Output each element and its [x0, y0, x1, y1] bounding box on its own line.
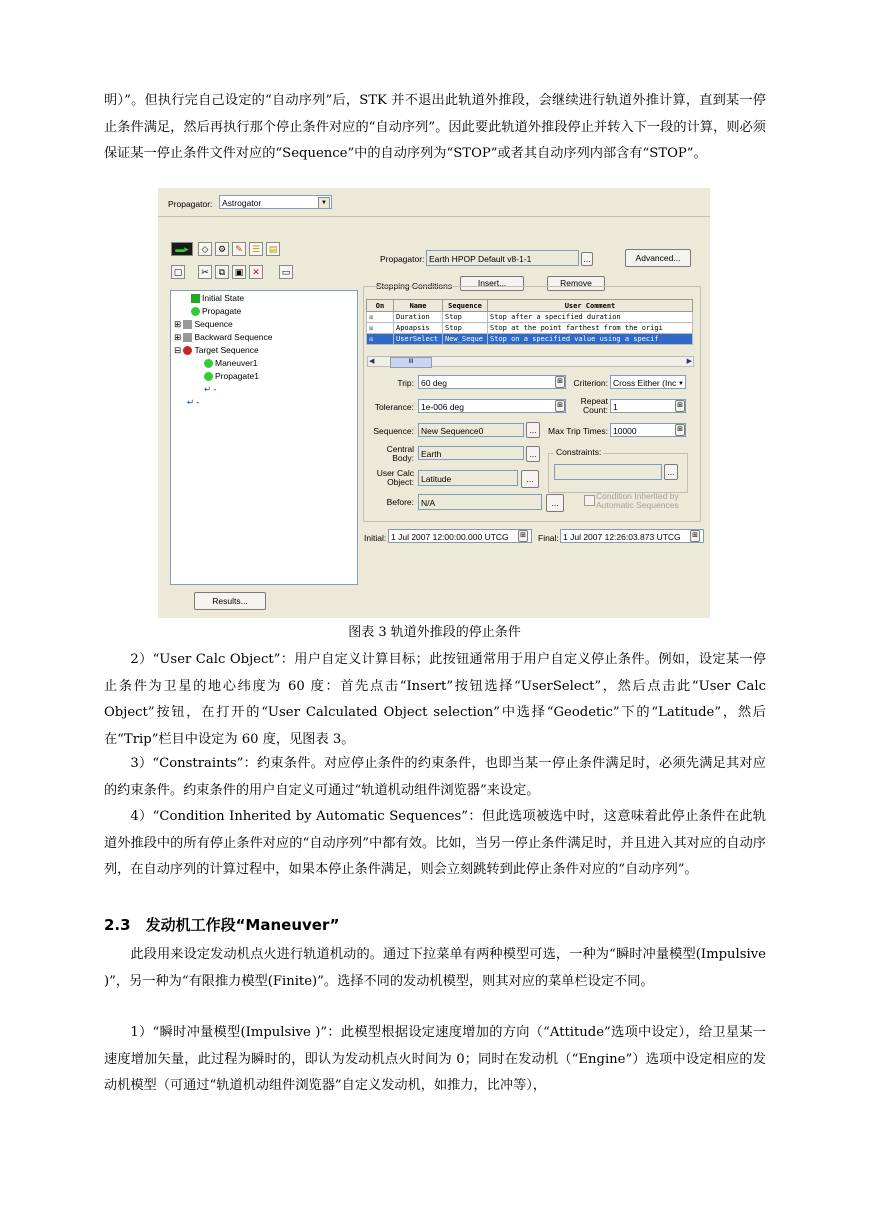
gear-icon[interactable]: ⚙: [215, 242, 229, 256]
before-label: Before:: [386, 497, 414, 507]
paragraph-user-calc: 2）“User Calc Object”：用户自定义计算目标；此按钮通常用于用户自定义停止条件。例如，设定某一停止条件为卫星的地心纬度为 60 度：首先点击“Insert”按钮选择“UserSelect”，然后点击此“User Calc Object”按钮，在打开的“User Calculated Object selection”中选择“Geodetic”下的“Latitude”，然后在“Trip”栏目中设定为 60 度，见图表 3。: [104, 652, 766, 747]
row-checkbox[interactable]: ☒: [367, 312, 394, 323]
new-icon[interactable]: ▢: [171, 265, 185, 279]
propagator-select-value: Astrogator: [222, 198, 262, 208]
segment-propagator-browse-button[interactable]: ...: [581, 252, 593, 266]
row-checkbox[interactable]: ☒: [367, 334, 394, 345]
tolerance-input[interactable]: 1e-006 deg: [418, 399, 566, 413]
sequence-icon: [183, 320, 192, 329]
spinner-icon[interactable]: ⊞: [675, 400, 685, 412]
paragraph-inherited: 4）“Condition Inherited by Automatic Sequences”：但此选项被选中时，这意味着此停止条件在此轨道外推段中的所有停止条件对应的“自动序列”中都有效。比如，当另一停止条件满足时，并且进入其对应的自动序列，在自动序列的计算过程中，如果本停止条件满足，则会立刻跳转到此停止条件对应的“自动序列”。: [104, 809, 766, 877]
scroll-left-icon[interactable]: ◀: [369, 358, 375, 365]
initial-epoch-field[interactable]: 1 Jul 2007 12:00:00.000 UTCG: [388, 529, 532, 543]
stopping-conditions-dialog: [158, 188, 710, 618]
horizontal-scrollbar[interactable]: [367, 356, 694, 367]
final-label: Final:: [538, 533, 559, 543]
cut-icon[interactable]: ✂: [198, 265, 212, 279]
table-row[interactable]: [367, 312, 693, 323]
epoch-picker-icon[interactable]: ⊞: [518, 530, 528, 542]
tree-item[interactable]: ⊞ Backward Sequence: [174, 332, 273, 342]
spinner-icon[interactable]: ⊞: [675, 424, 685, 436]
row-comment: Stop at the point farthest from the origi: [488, 323, 693, 334]
row-comment: Stop after a specified duration: [488, 312, 693, 323]
criterion-select-value: Cross Either (Inc: [613, 378, 677, 388]
initial-label: Initial:: [364, 533, 387, 543]
tree-item[interactable]: ⊞ Sequence: [174, 319, 233, 329]
tree-item[interactable]: ↵ -: [204, 384, 217, 394]
central-body-browse-button[interactable]: ...: [526, 446, 540, 462]
units-icon[interactable]: ⊞: [555, 400, 565, 412]
database-icon[interactable]: ▤: [266, 242, 280, 256]
section-heading: 2.3 发动机工作段“Maneuver”: [104, 916, 340, 934]
mission-tree[interactable]: [170, 290, 358, 585]
sequence-field[interactable]: New Sequence0: [418, 423, 524, 437]
scroll-right-icon[interactable]: ▶: [686, 358, 692, 365]
paragraph-maneuver: 此段用来设定发动机点火进行轨道机动的。通过下拉菜单有两种模型可选，一种为“瞬时冲量模型(Impulsive )”，另一种为“有限推力模型(Finite)”。选择不同的发动机模型，则其对应的菜单栏设定不同。: [104, 947, 766, 989]
max-trip-input[interactable]: 10000: [610, 423, 686, 437]
col-user-comment: User Comment: [488, 300, 693, 312]
propagate-icon: [204, 372, 213, 381]
copy-icon[interactable]: ⧉: [215, 265, 229, 279]
list-icon[interactable]: ☰: [249, 242, 263, 256]
sequence-icon: [183, 333, 192, 342]
tree-item[interactable]: ↵ -: [187, 397, 200, 407]
tree-item[interactable]: Initial State: [191, 293, 244, 303]
user-calc-label: User Calc Object:: [376, 468, 414, 487]
trip-label: Trip:: [397, 378, 414, 388]
chevron-down-icon[interactable]: ▼: [678, 381, 684, 387]
edit-icon[interactable]: ✎: [232, 242, 246, 256]
stopping-conditions-label: Stopping Conditions: [376, 281, 453, 291]
diamond-icon[interactable]: ◇: [198, 242, 212, 256]
paste-icon[interactable]: ▣: [232, 265, 246, 279]
tolerance-label: Tolerance:: [374, 402, 414, 412]
units-icon[interactable]: ⊞: [555, 376, 565, 388]
stopping-conditions-table[interactable]: [366, 299, 693, 345]
table-row-selected[interactable]: [367, 334, 693, 345]
before-browse-button[interactable]: ...: [546, 494, 564, 512]
user-calc-object-button[interactable]: ...: [521, 470, 539, 488]
col-sequence: Sequence: [443, 300, 488, 312]
row-name: Duration: [394, 312, 443, 323]
col-name: Name: [394, 300, 443, 312]
insert-button[interactable]: Insert...: [460, 276, 524, 291]
propagate-icon: [191, 307, 200, 316]
repeat-count-input[interactable]: 1: [610, 399, 686, 413]
criterion-select[interactable]: [610, 375, 686, 389]
insert-segment-icon[interactable]: ▬▸: [171, 242, 193, 256]
flag-icon: [191, 294, 200, 303]
final-epoch-field[interactable]: 1 Jul 2007 12:26:03.873 UTCG: [560, 529, 704, 543]
criterion-label: Criterion:: [573, 378, 608, 388]
constraints-label: Constraints:: [556, 447, 602, 457]
row-sequence: Stop: [443, 312, 488, 323]
central-body-label: Central Body:: [386, 444, 414, 463]
central-body-field[interactable]: Earth: [418, 446, 524, 460]
target-icon: [183, 346, 192, 355]
trip-input[interactable]: 60 deg: [418, 375, 566, 389]
epoch-picker-icon[interactable]: ⊞: [690, 530, 700, 542]
maneuver-icon: [204, 359, 213, 368]
run-icon[interactable]: ▭: [279, 265, 293, 279]
chevron-down-icon[interactable]: ▼: [318, 197, 330, 209]
propagator-select[interactable]: [219, 195, 332, 209]
segment-propagator-field[interactable]: Earth HPOP Default v8-1-1: [426, 250, 579, 266]
advanced-button[interactable]: Advanced...: [625, 249, 691, 267]
constraints-field[interactable]: [554, 464, 662, 480]
remove-button[interactable]: Remove: [547, 276, 605, 291]
user-calc-field[interactable]: Latitude: [418, 470, 518, 486]
inherit-label: Condition Inherited by Automatic Sequences: [596, 491, 679, 510]
table-row[interactable]: [367, 323, 693, 334]
repeat-count-label: Repeat Count:: [580, 396, 608, 415]
tree-item[interactable]: ⊟ Target Sequence: [174, 345, 259, 355]
results-button[interactable]: Results...: [194, 592, 266, 610]
row-name: Apoapsis: [394, 323, 443, 334]
tree-item[interactable]: Propagate: [191, 306, 241, 316]
before-field[interactable]: N/A: [418, 494, 542, 510]
max-trip-label: Max Trip Times:: [548, 426, 608, 436]
segment-propagator-label: Propagator:: [380, 254, 425, 264]
return-arrow-icon: ↵: [187, 397, 195, 407]
row-checkbox[interactable]: ☒: [367, 323, 394, 334]
sequence-browse-button[interactable]: ...: [526, 422, 540, 438]
tree-item[interactable]: Propagate1: [204, 371, 259, 381]
sequence-label: Sequence:: [373, 426, 414, 436]
paragraph-constraints: 3）“Constraints”：约束条件。对应停止条件的约束条件，也即当某一停止条件满足时，必须先满足其对应的约束条件。约束条件的用户自定义可通过“轨道机动组件浏览器”来设定。: [104, 756, 766, 798]
paragraph-intro: 明）”。但执行完自己设定的“自动序列”后，STK 并不退出此轨道外推段，会继续进行轨道外推计算，直到某一停止条件满足，然后再执行那个停止条件对应的“自动序列”。因此要此轨道外推段停止并转入下一段的计算，则必须保证某一停止条件文件对应的“Sequence”中的自动序列为“STOP”或者其自动序列内部含有“STOP”。: [104, 93, 766, 161]
propagator-label: Propagator:: [168, 199, 213, 209]
delete-icon[interactable]: ✕: [249, 265, 263, 279]
return-arrow-icon: ↵: [204, 384, 212, 394]
row-comment: Stop on a specified value using a specif: [488, 334, 693, 345]
row-sequence: Stop: [443, 323, 488, 334]
paragraph-impulsive: 1）“瞬时冲量模型(Impulsive )”：此模型根据设定速度增加的方向（“Attitude”选项中设定），给卫星某一速度增加矢量，此过程为瞬时的，即认为发动机点火时间为 0；同时在发动机（“Engine”）选项中设定相应的发动机模型（可通过“轨道机动组件浏览器”自定义发动机，如推力，比冲等），: [104, 1025, 766, 1093]
divider: [158, 216, 710, 217]
inherit-checkbox[interactable]: [584, 495, 595, 506]
figure-caption: 图表 3 轨道外推段的停止条件: [348, 625, 521, 640]
scroll-thumb[interactable]: III: [390, 357, 432, 368]
col-on: On: [367, 300, 394, 312]
constraints-browse-button[interactable]: ...: [664, 464, 678, 480]
tree-item[interactable]: Maneuver1: [204, 358, 258, 368]
row-name: UserSelect: [394, 334, 443, 345]
row-sequence: New_Seque: [443, 334, 488, 345]
